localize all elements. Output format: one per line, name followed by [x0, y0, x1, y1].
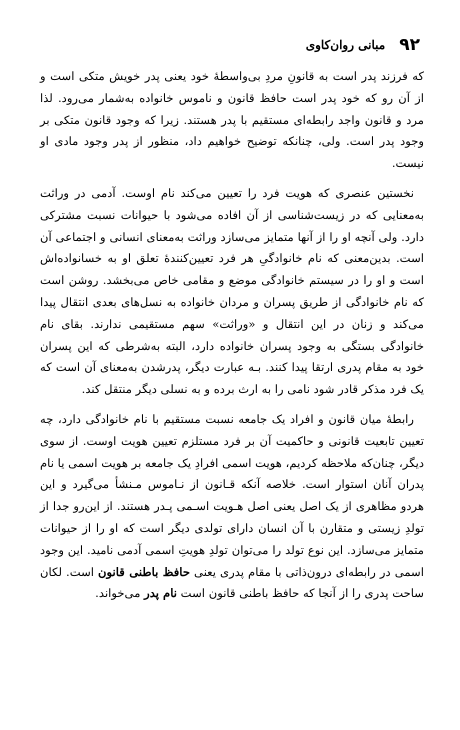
running-title: مبانی روان‌کاوی [305, 38, 386, 52]
text-run: که فرزند پدر است به قانونِ مردِ بی‌واسطهٔ خود یعنی پدر خویش متکی است و از آن رو که خود پدر است حافظ قانون و ناموس خانواده به‌شمار می‌رود. لذا مرد و قانون واجد رابطه‌ای مستقیم با پدر هستند. زیرا که وجود قانون متکی بر وجود پدر است. ولی، چنانکه توضیح خواهیم داد، منظور از پدر وجود مادی او نیست. [40, 69, 424, 171]
text-run: است. لکان ساحت پدری را از آنجا که حافظ باطنی قانون است [40, 564, 424, 601]
text-run: می‌خواند. [95, 586, 145, 601]
body-text [40, 66, 424, 605]
text-run: نخستین عنصری که هویت فرد را تعیین می‌کند نام اوست. آدمی در وراثت به‌معنایی که در زیست‌شناسی از آن افاده می‌شود با حیوانات نسبت مشترکی دارد. ولی آنچه او را از آنها متمایز می‌سازد وراثت به‌معنای انسانی و اجتماعی آن است. بدین‌معنی که نام خانوادگیِ هر فرد تعیین‌کنندهٔ تعلق او به خسانواده‌اش است و او را در سیستم خانوادگی موضع و مقامی خاص می‌بخشد. روشن است که نام خانوادگی از طریق پسران و مردان خانواده به نسل‌های بعدی انتقال پیدا می‌کند و زنان در این انتقال و «وراثت» سهم مستقیمی ندارند. بقای نام خانوادگی بستگی به وجود پسران خانواده دارد، البته به‌شرطی که این پسران خود به مقام پدری ارتقا پیدا کنند. بـه عبارت دیگر، پدرشدن به‌معنای آن است که یک فرد مذکر قادر شود نامی را به ارث برده و به نسلی دیگر منتقل کند. [40, 185, 424, 397]
bold-term: نام پدر [144, 586, 177, 601]
page-number: ۹۲ [399, 35, 420, 55]
paragraph [40, 66, 424, 175]
bold-term: حافظ باطنی قانون [98, 564, 190, 579]
paragraph [40, 183, 424, 401]
text-run: رابطهٔ میان قانون و افراد یک جامعه نسبت مستقیم با نام خانوادگی دارد، چه تعیین تابعیت قانونی و حاکمیت آن بر فرد مستلزم تعیین هویت اوست. از سوی دیگر، چنان‌که ملاحظه کردیم، هویت اسمی افرادِ یک جامعه بر هویت اسمی یا نام پدران آنان استوار است. خلاصه آنکه قـانون از نـاموس مـنشأ می‌گیرد و این هردو مظاهری از یک اصل یعنی اصل هـویت اسـمی پـدر هستند. از این‌رو جدا از تولدِ زیستی و متقارن با آن انسان دارای تولدی دیگر است که او را از حیوانات متمایز می‌سازد. این نوع تولد را می‌توان تولدِ هویتِ اسمی آدمی نامید. این وجود اسمی در رابطه‌ای درون‌ذاتی با مقام پدری یعنی [40, 411, 424, 579]
paragraph [40, 409, 424, 605]
page-header [40, 34, 420, 56]
